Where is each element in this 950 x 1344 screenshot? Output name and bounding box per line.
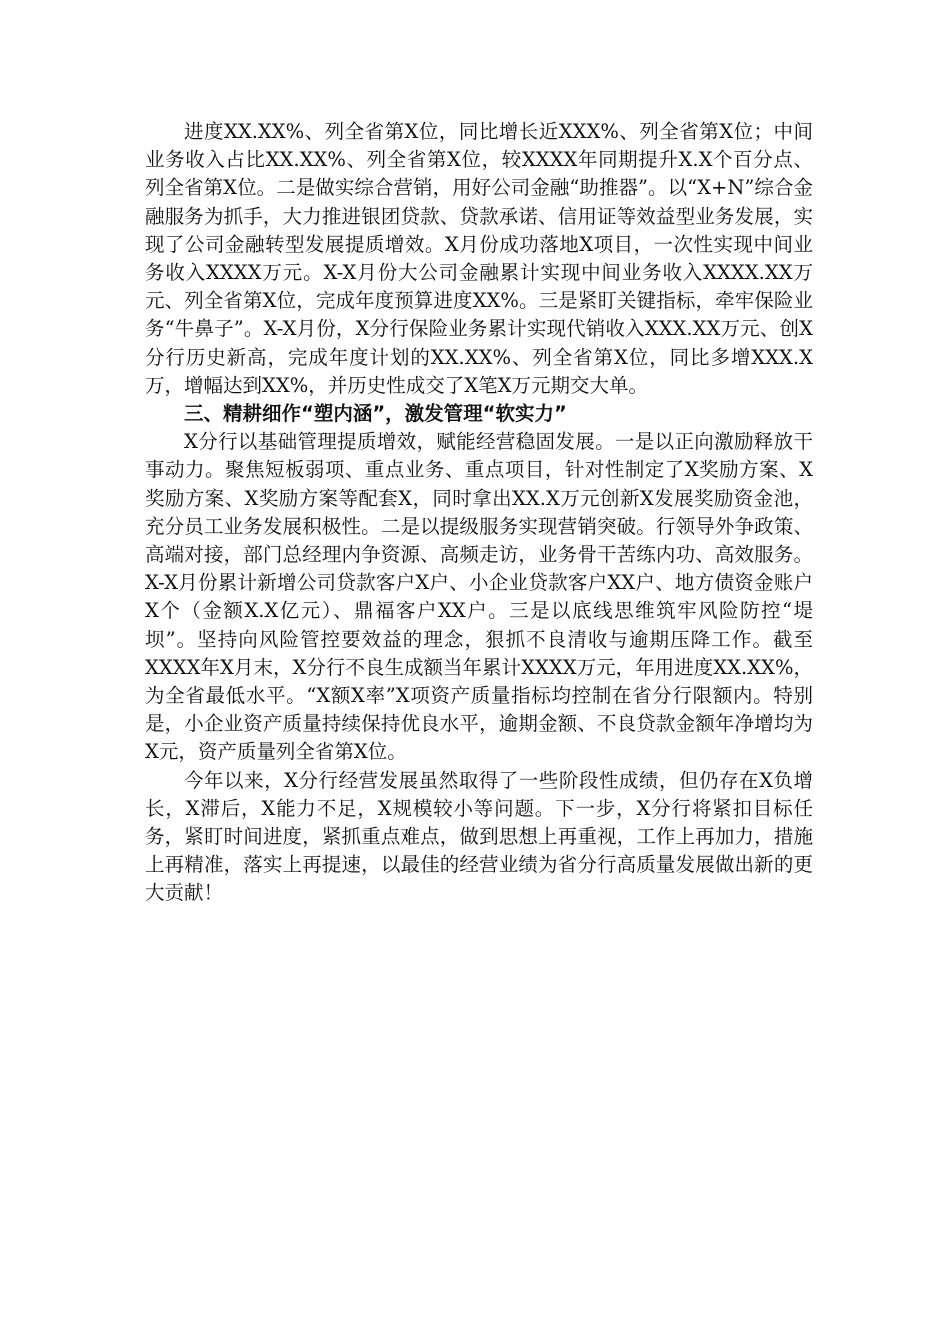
paragraph-business-results: 进度XX.XX%、列全省第X位，同比增长近XXX%、列全省第X位；中间业务收入占比XX.XX%、列全省第X位，较XXXX年同期提升X.X个百分点、列全省第X位。二是做实综合营销，用好公司金融“助推器”。以“X+N”综合金融服务为抓手，大力推进银团贷款、贷款承诺、信用证等效益型业务发展，实现了公司金融转型发展提质增效。X月份成功落地X项目，一次性实现中间业务收入XXXX万元。X-X月份大公司金融累计实现中间业务收入XXXX.XX万元、列全省第X位，完成年度预算进度XX%。三是紧盯关键指标，牵牢保险业务“牛鼻子”。X-X月份，X分行保险业务累计实现代销收入XXX.XX万元、创X分行历史新高，完成年度计划的XX.XX%、列全省第X位，同比多增XXX.X万，增幅达到XX%，并历史性成交了X笔X万元期交大单。 — [145, 120, 813, 397]
paragraph-management: X分行以基础管理提质增效，赋能经营稳固发展。一是以正向激励释放干事动力。聚焦短板弱项、重点业务、重点项目，针对性制定了X奖励方案、X奖励方案、X奖励方案等配套X，同时拿出XX.X万元创新X发展奖励资金池，充分员工业务发展积极性。二是以提级服务实现营销突破。行领导外争政策、高端对接，部门总经理内争资源、高频走访，业务骨干苦练内功、高效服务。X-X月份累计新增公司贷款客户X户、小企业贷款客户XX户、地方债资金账户X个（金额X.X亿元）、鼎福客户XX户。三是以底线思维筑牢风险防控“堤坝”。坚持向风险管控要效益的理念，狠抓不良清收与逾期压降工作。截至XXXX年X月末，X分行不良生成额当年累计XXXX万元，年用进度XX.XX%，为全省最低水平。“X额X率”X项资产质量指标均控制在省分行限额内。特别是，小企业资产质量持续保持优良水平，逾期金额、不良贷款金额年净增均为X元，资产质量列全省第X位。 — [145, 430, 813, 764]
document-body — [145, 118, 813, 908]
section-heading-management: 三、精耕细作“塑内涵”，激发管理“软实力” — [184, 402, 567, 426]
paragraph-conclusion: 今年以来，X分行经营发展虽然取得了一些阶段性成绩，但仍存在X负增长，X滞后，X能力不足，X规模较小等问题。下一步，X分行将紧扣目标任务，紧盯时间进度，紧抓重点难点，做到思想上再重视，工作上再加力，措施上再精准，落实上再提速，以最佳的经营业绩为省分行高质量发展做出新的更大贡献！ — [145, 768, 813, 905]
